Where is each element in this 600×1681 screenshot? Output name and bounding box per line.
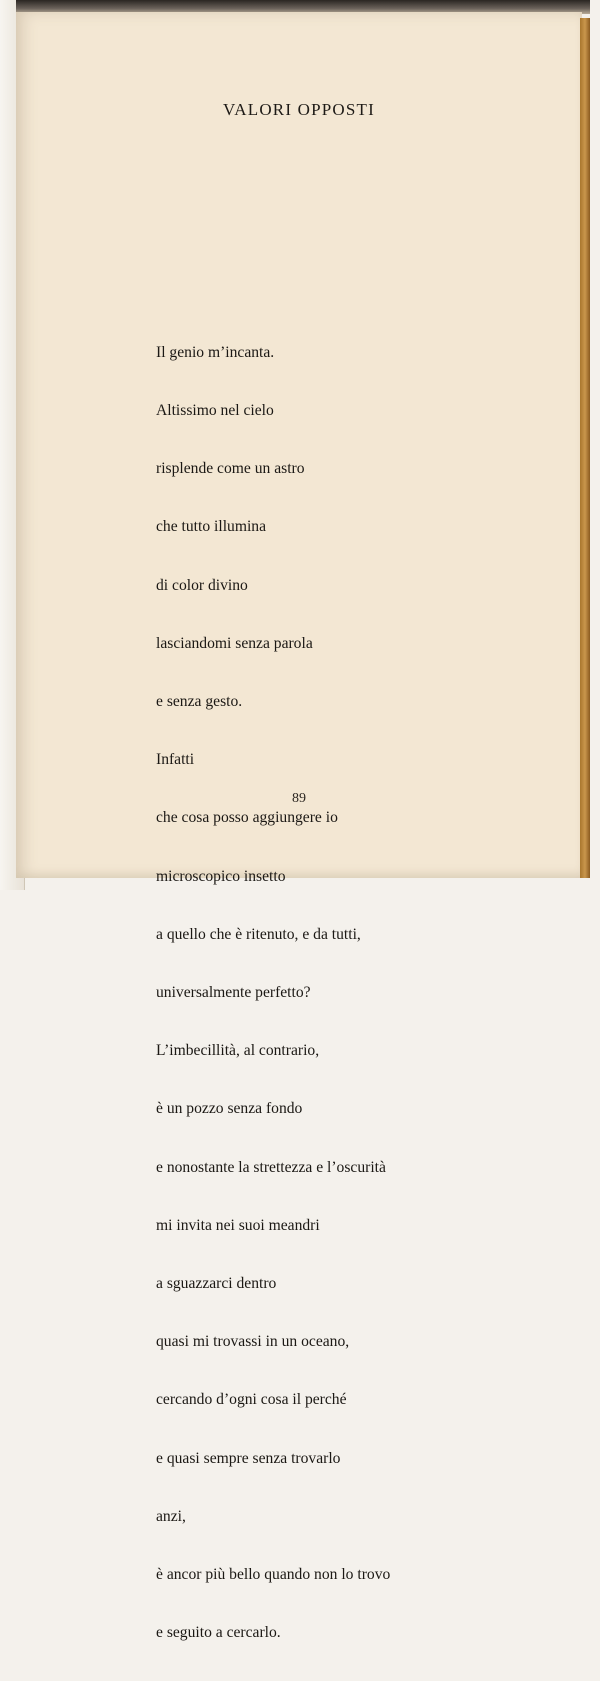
poem-line: è un pozzo senza fondo xyxy=(156,1100,303,1118)
poem-line: è ancor più bello quando non lo trovo xyxy=(156,1566,391,1584)
poem-body xyxy=(156,304,390,1681)
poem-line: a sguazzarci dentro xyxy=(156,1275,277,1293)
poem-line: risplende come un astro xyxy=(156,460,305,478)
poem-line: Altissimo nel cielo xyxy=(156,402,274,420)
poem-line: lasciandomi senza parola xyxy=(156,634,313,652)
poem-line: mi invita nei suoi meandri xyxy=(156,1216,320,1234)
book-spine-edge xyxy=(580,18,590,878)
poem-line: e senza gesto. xyxy=(156,693,243,711)
poem-line: cercando d’ogni cosa il perché xyxy=(156,1391,347,1409)
poem-line: universalmente perfetto? xyxy=(156,984,311,1002)
poem-line: Infatti xyxy=(156,751,195,769)
poem-line: Il genio m’incanta. xyxy=(156,343,275,361)
poem-line: microscopico insetto xyxy=(156,867,286,885)
book-page xyxy=(16,12,582,1642)
poem-line: che tutto illumina xyxy=(156,518,267,536)
page-number: 89 xyxy=(292,791,306,806)
poem-title: VALORI OPPOSTI xyxy=(222,100,376,119)
poem-line: a quello che è ritenuto, e da tutti, xyxy=(156,925,361,943)
poem-line: e quasi sempre senza trovarlo xyxy=(156,1449,341,1467)
poem-line: L’imbecillità, al contrario, xyxy=(156,1042,320,1060)
poem-line: che cosa posso aggiungere io xyxy=(156,809,338,827)
poem-line: e seguito a cercarlo. xyxy=(156,1624,281,1642)
poem-line: e nonostante la strettezza e l’oscurità xyxy=(156,1158,386,1176)
poem-line: anzi, xyxy=(156,1507,186,1525)
poem-line: quasi mi trovassi in un oceano, xyxy=(156,1333,350,1351)
poem-line: di color divino xyxy=(156,576,248,594)
